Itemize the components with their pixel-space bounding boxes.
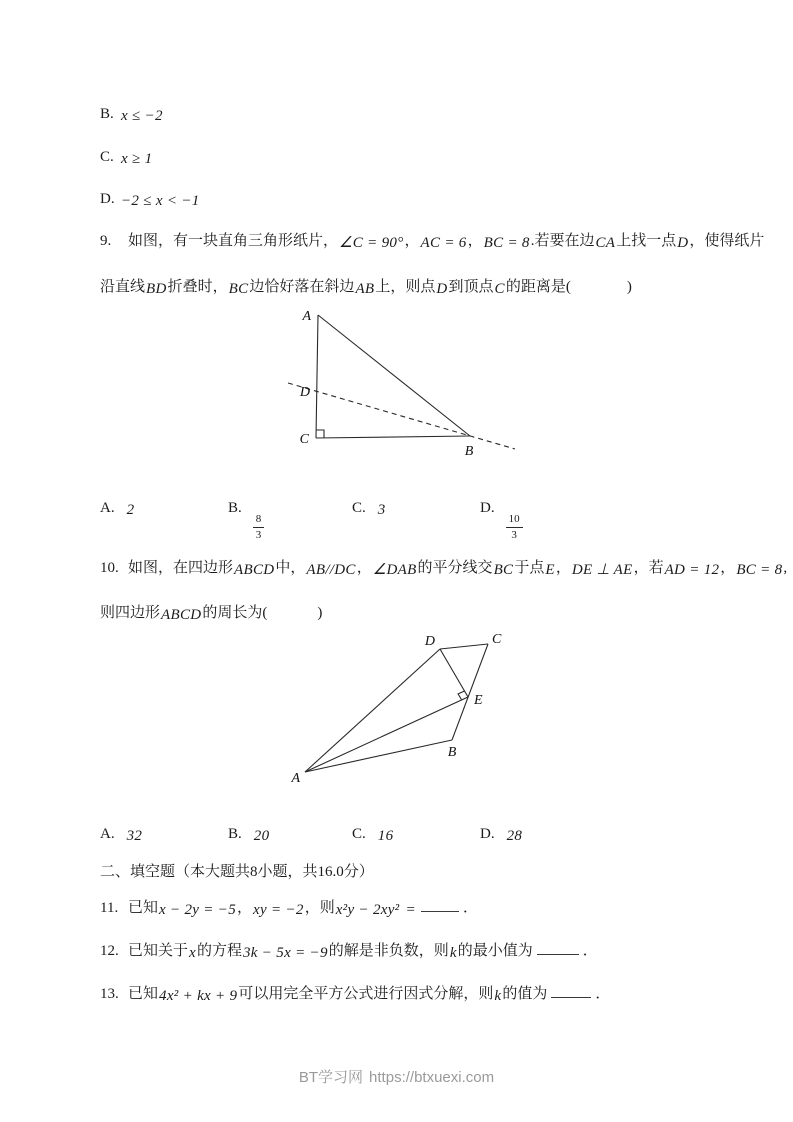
option-value: 16: [377, 828, 394, 844]
question-10-line-1: [100, 558, 787, 579]
fold-line-dashed: [288, 383, 515, 449]
q10-option-a: [100, 826, 143, 843]
choice-option-d: [100, 189, 201, 210]
question-12: [100, 940, 598, 962]
footer-watermark: [0, 1066, 793, 1087]
question-number: 13.: [100, 986, 119, 1002]
q9-options-row: [100, 500, 753, 541]
vertex-label-d: D: [299, 385, 310, 400]
option-label: A.: [100, 826, 115, 842]
option-label: D.: [480, 500, 495, 516]
vertex-label-e: E: [474, 693, 483, 708]
option-label: A.: [100, 500, 115, 516]
vertex-label-b: B: [464, 444, 474, 459]
q10-options-row: [100, 826, 753, 860]
choice-option-b: [100, 104, 164, 125]
question-number: 10.: [100, 560, 119, 576]
option-label: D.: [100, 191, 115, 207]
option-label: B.: [228, 500, 242, 516]
vertex-label-d: D: [424, 634, 435, 649]
section-2-header: [100, 862, 374, 883]
q9-option-d: [480, 500, 523, 540]
triangle-diagram: [282, 302, 522, 464]
q9-triangle-figure: [282, 302, 522, 464]
q10-option-c: [352, 826, 394, 843]
option-value: 3: [377, 502, 386, 518]
option-value: $\frac{10}{3}$: [506, 500, 523, 516]
option-text: −2 ≤ x < −1: [121, 193, 200, 209]
vertex-label-a: A: [291, 771, 300, 786]
option-text: x ≥ 1: [121, 151, 153, 167]
option-value: 20: [253, 828, 270, 844]
question-text: 已知x − 2y = −5，xy = −2，则x²y − 2xy² = ．: [128, 900, 478, 916]
right-angle-marker: [316, 430, 324, 438]
footer-url: https://btxuexi.com: [369, 1069, 495, 1086]
section-title: 二、填空题（本大题共8小题，共16.0分）: [100, 864, 374, 880]
q10-quadrilateral-figure: [288, 630, 513, 790]
choice-option-c: [100, 147, 153, 168]
option-label: D.: [480, 826, 495, 842]
question-number: 12.: [100, 943, 119, 959]
question-9-line-2: [100, 277, 632, 298]
footer-site-name: BT学习网: [298, 1069, 364, 1086]
question-text: 沿直线BD折叠时，BC边恰好落在斜边AB上，则点D到顶点C的距离是( ): [100, 279, 632, 297]
vertex-label-c: C: [299, 432, 309, 447]
question-10-line-2: [100, 603, 322, 624]
option-label: C.: [352, 826, 366, 842]
vertex-label-a: A: [302, 309, 311, 324]
option-label: C.: [352, 500, 366, 516]
q9-option-b: [228, 500, 264, 540]
option-label: B.: [100, 106, 114, 122]
question-text: 则四边形ABCD的周长为( ): [100, 605, 323, 623]
option-value: $\frac{8}{3}$: [253, 500, 265, 516]
question-11: [100, 897, 478, 919]
q9-option-a: [100, 500, 135, 517]
question-13: [100, 983, 610, 1005]
option-label: B.: [228, 826, 242, 842]
question-text: 如图，有一块直角三角形纸片，∠C = 90°，AC = 6，BC = 8.若要在边CA上找一点D，使得纸片: [128, 233, 765, 251]
option-text: x ≤ −2: [121, 108, 163, 124]
q10-option-d: [480, 826, 523, 843]
question-text: 已知关于x的方程3k − 5x = −9的解是非负数，则k的最小值为 ．: [128, 943, 598, 959]
option-value: 32: [126, 828, 143, 844]
q9-option-c: [352, 500, 387, 517]
question-text: 已知4x² + kx + 9可以用完全平方公式进行因式分解，则k的值为 ．: [128, 986, 610, 1002]
option-label: C.: [100, 149, 114, 165]
vertex-label-b: B: [447, 745, 457, 760]
question-9-line-1: [100, 231, 764, 252]
q10-option-b: [228, 826, 270, 843]
question-number: 11.: [100, 900, 119, 916]
option-value: 2: [126, 502, 135, 518]
vertex-label-c: C: [492, 632, 502, 647]
question-number: 9.: [100, 233, 112, 249]
quadrilateral-diagram: [288, 630, 513, 790]
question-text: 如图，在四边形ABCD中，AB//DC，∠DAB的平分线交BC于点E，DE ⊥ AE，若AD = 12，BC = 8,: [128, 560, 788, 578]
option-value: 28: [506, 828, 523, 844]
